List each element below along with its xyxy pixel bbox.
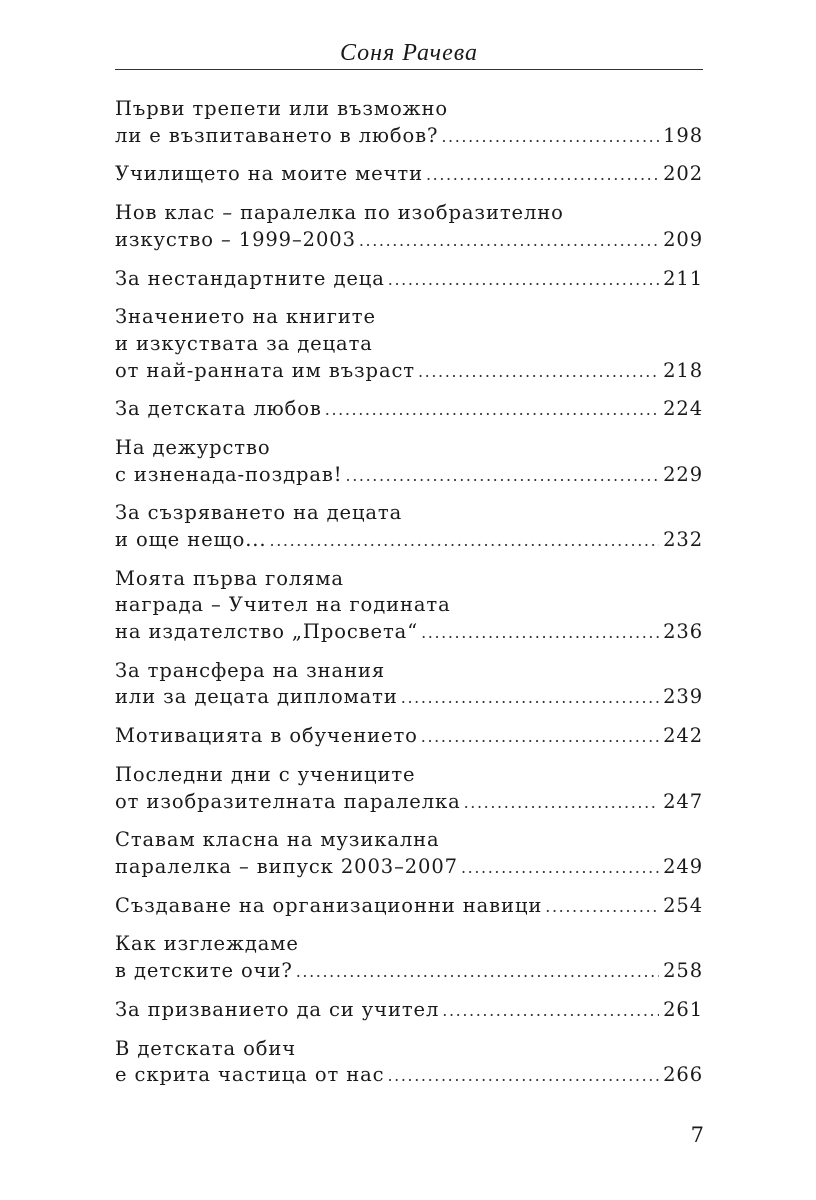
- dot-leader: [545, 894, 659, 921]
- header-rule: [115, 69, 703, 70]
- toc-entry-last-line: [115, 854, 703, 882]
- toc-entry-title-line: Мотивацията в обучението: [115, 724, 418, 748]
- toc-entry-title-line: За трансфера на знания: [115, 658, 386, 682]
- dot-leader: [388, 267, 659, 294]
- dot-leader: [346, 463, 660, 490]
- dot-leader: [296, 959, 659, 986]
- page-number: 7: [690, 1123, 704, 1147]
- toc-entry-title-line: е скрита частица от нас: [115, 1063, 385, 1087]
- toc-entry-last-line: [115, 396, 703, 424]
- dot-leader: [418, 359, 659, 386]
- toc-entry-title-line: на издателство „Просвета“: [115, 620, 419, 643]
- toc-entry-title-line: Нов клас – паралелка по изобразително: [115, 201, 564, 225]
- toc-entry: [115, 435, 703, 489]
- toc-entry-title-line: от изобразителната паралелка: [115, 789, 461, 813]
- toc-entry-page-number: 236: [663, 620, 703, 643]
- toc-entry-page-number: 209: [663, 227, 703, 251]
- dot-leader: [388, 1063, 660, 1090]
- toc-entry: [115, 96, 703, 150]
- toc-entry-page-number: 211: [663, 266, 703, 290]
- toc-entry-title-line: ли е възпитаването в любов?: [115, 123, 439, 147]
- toc-entry: [115, 658, 703, 712]
- toc-entry-last-line: [115, 527, 703, 555]
- toc-entry-page-number: 258: [663, 959, 703, 983]
- toc-entry-title-line: от най-ранната им възраст: [115, 358, 415, 382]
- dot-leader: [464, 790, 659, 817]
- toc-entry: [115, 997, 703, 1025]
- toc-entry-title-line: В детската обич: [115, 1036, 297, 1060]
- toc-entry: [115, 266, 703, 294]
- toc-entry-title-line: и изкуствата за децата: [115, 331, 373, 355]
- toc-entry: [115, 161, 703, 189]
- running-head-author: Соня Рачева: [339, 40, 479, 66]
- toc-entry-title-line: с изненада-поздрав!: [115, 462, 343, 486]
- dot-leader: [461, 855, 659, 882]
- toc-entry-last-line: [115, 723, 703, 751]
- toc-entry: [115, 723, 703, 751]
- toc-entry-page-number: 239: [663, 685, 703, 709]
- toc-entry-last-line: [115, 266, 703, 294]
- toc-entry-last-line: [115, 358, 703, 386]
- table-of-contents: [115, 96, 703, 1101]
- toc-entry-title-line: На дежурство: [115, 436, 271, 460]
- toc-entry-page-number: 247: [663, 789, 703, 813]
- toc-entry-title-line: Училището на моите мечти: [115, 162, 423, 186]
- toc-entry-title-line: в детските очи?: [115, 959, 293, 983]
- toc-entry-title-line: За нестандартните деца: [115, 266, 385, 290]
- toc-entry: [115, 500, 703, 554]
- dot-leader: [441, 124, 659, 151]
- dot-leader: [359, 228, 659, 255]
- toc-entry: [115, 827, 703, 881]
- toc-entry-title-line: изкуство – 1999–2003: [115, 227, 356, 251]
- toc-entry-title-line: Моята първа голяма: [115, 566, 344, 590]
- toc-entry-last-line: [115, 227, 703, 255]
- toc-entry-last-line: [115, 789, 703, 817]
- toc-entry-title-line: Как изглеждаме: [115, 932, 299, 956]
- dot-leader: [401, 685, 659, 712]
- toc-entry-page-number: 254: [663, 893, 703, 917]
- dot-leader: [325, 397, 659, 424]
- toc-entry-last-line: [115, 123, 703, 151]
- toc-entry-last-line: [115, 462, 703, 490]
- toc-entry-title-line: За призванието да си учител: [115, 997, 440, 1021]
- toc-entry-page-number: 224: [663, 397, 703, 421]
- toc-entry-page-number: 198: [663, 123, 703, 147]
- toc-entry: [115, 931, 703, 985]
- dot-leader: [426, 162, 659, 189]
- toc-entry-last-line: [115, 1062, 703, 1090]
- dot-leader: [421, 620, 659, 647]
- toc-entry-page-number: 261: [663, 997, 703, 1021]
- toc-entry: [115, 304, 703, 385]
- toc-entry: [115, 762, 703, 816]
- toc-entry-title-line: За съзряването на децата: [115, 501, 403, 525]
- toc-entry: [115, 566, 703, 647]
- toc-entry-title-line: Ставам класна на музикална: [115, 828, 440, 852]
- toc-entry-page-number: 232: [663, 528, 703, 552]
- toc-entry-title-line: или за децата дипломати: [115, 685, 398, 709]
- toc-entry-title-line: паралелка – випуск 2003–2007: [115, 854, 458, 878]
- toc-entry-page-number: 218: [663, 358, 703, 382]
- toc-entry-last-line: [115, 161, 703, 189]
- dot-leader: [270, 528, 660, 555]
- toc-entry: [115, 893, 703, 921]
- toc-entry-page-number: 229: [663, 462, 703, 486]
- toc-entry: [115, 396, 703, 424]
- toc-entry: [115, 1036, 703, 1090]
- toc-entry-title-line: награда – Учител на годината: [115, 593, 451, 617]
- toc-entry-title-line: За детската любов: [115, 397, 322, 421]
- dot-leader: [442, 998, 659, 1025]
- toc-entry-page-number: 202: [663, 162, 703, 186]
- toc-entry-title-line: Значението на книгите: [115, 305, 376, 329]
- toc-entry-title-line: и още нещо...: [115, 528, 267, 552]
- toc-entry-title-line: Първи трепети или възможно: [115, 97, 448, 120]
- toc-entry-last-line: [115, 958, 703, 986]
- toc-entry-page-number: 242: [663, 724, 703, 748]
- toc-entry-page-number: 249: [663, 854, 703, 878]
- dot-leader: [421, 724, 659, 751]
- toc-entry: [115, 200, 703, 254]
- toc-entry-page-number: 266: [663, 1063, 703, 1087]
- toc-entry-last-line: [115, 684, 703, 712]
- toc-entry-title-line: Последни дни с учениците: [115, 762, 416, 786]
- toc-entry-last-line: [115, 893, 703, 921]
- toc-entry-last-line: [115, 997, 703, 1025]
- toc-entry-last-line: [115, 619, 703, 647]
- toc-entry-title-line: Създаване на организационни навици: [115, 893, 543, 917]
